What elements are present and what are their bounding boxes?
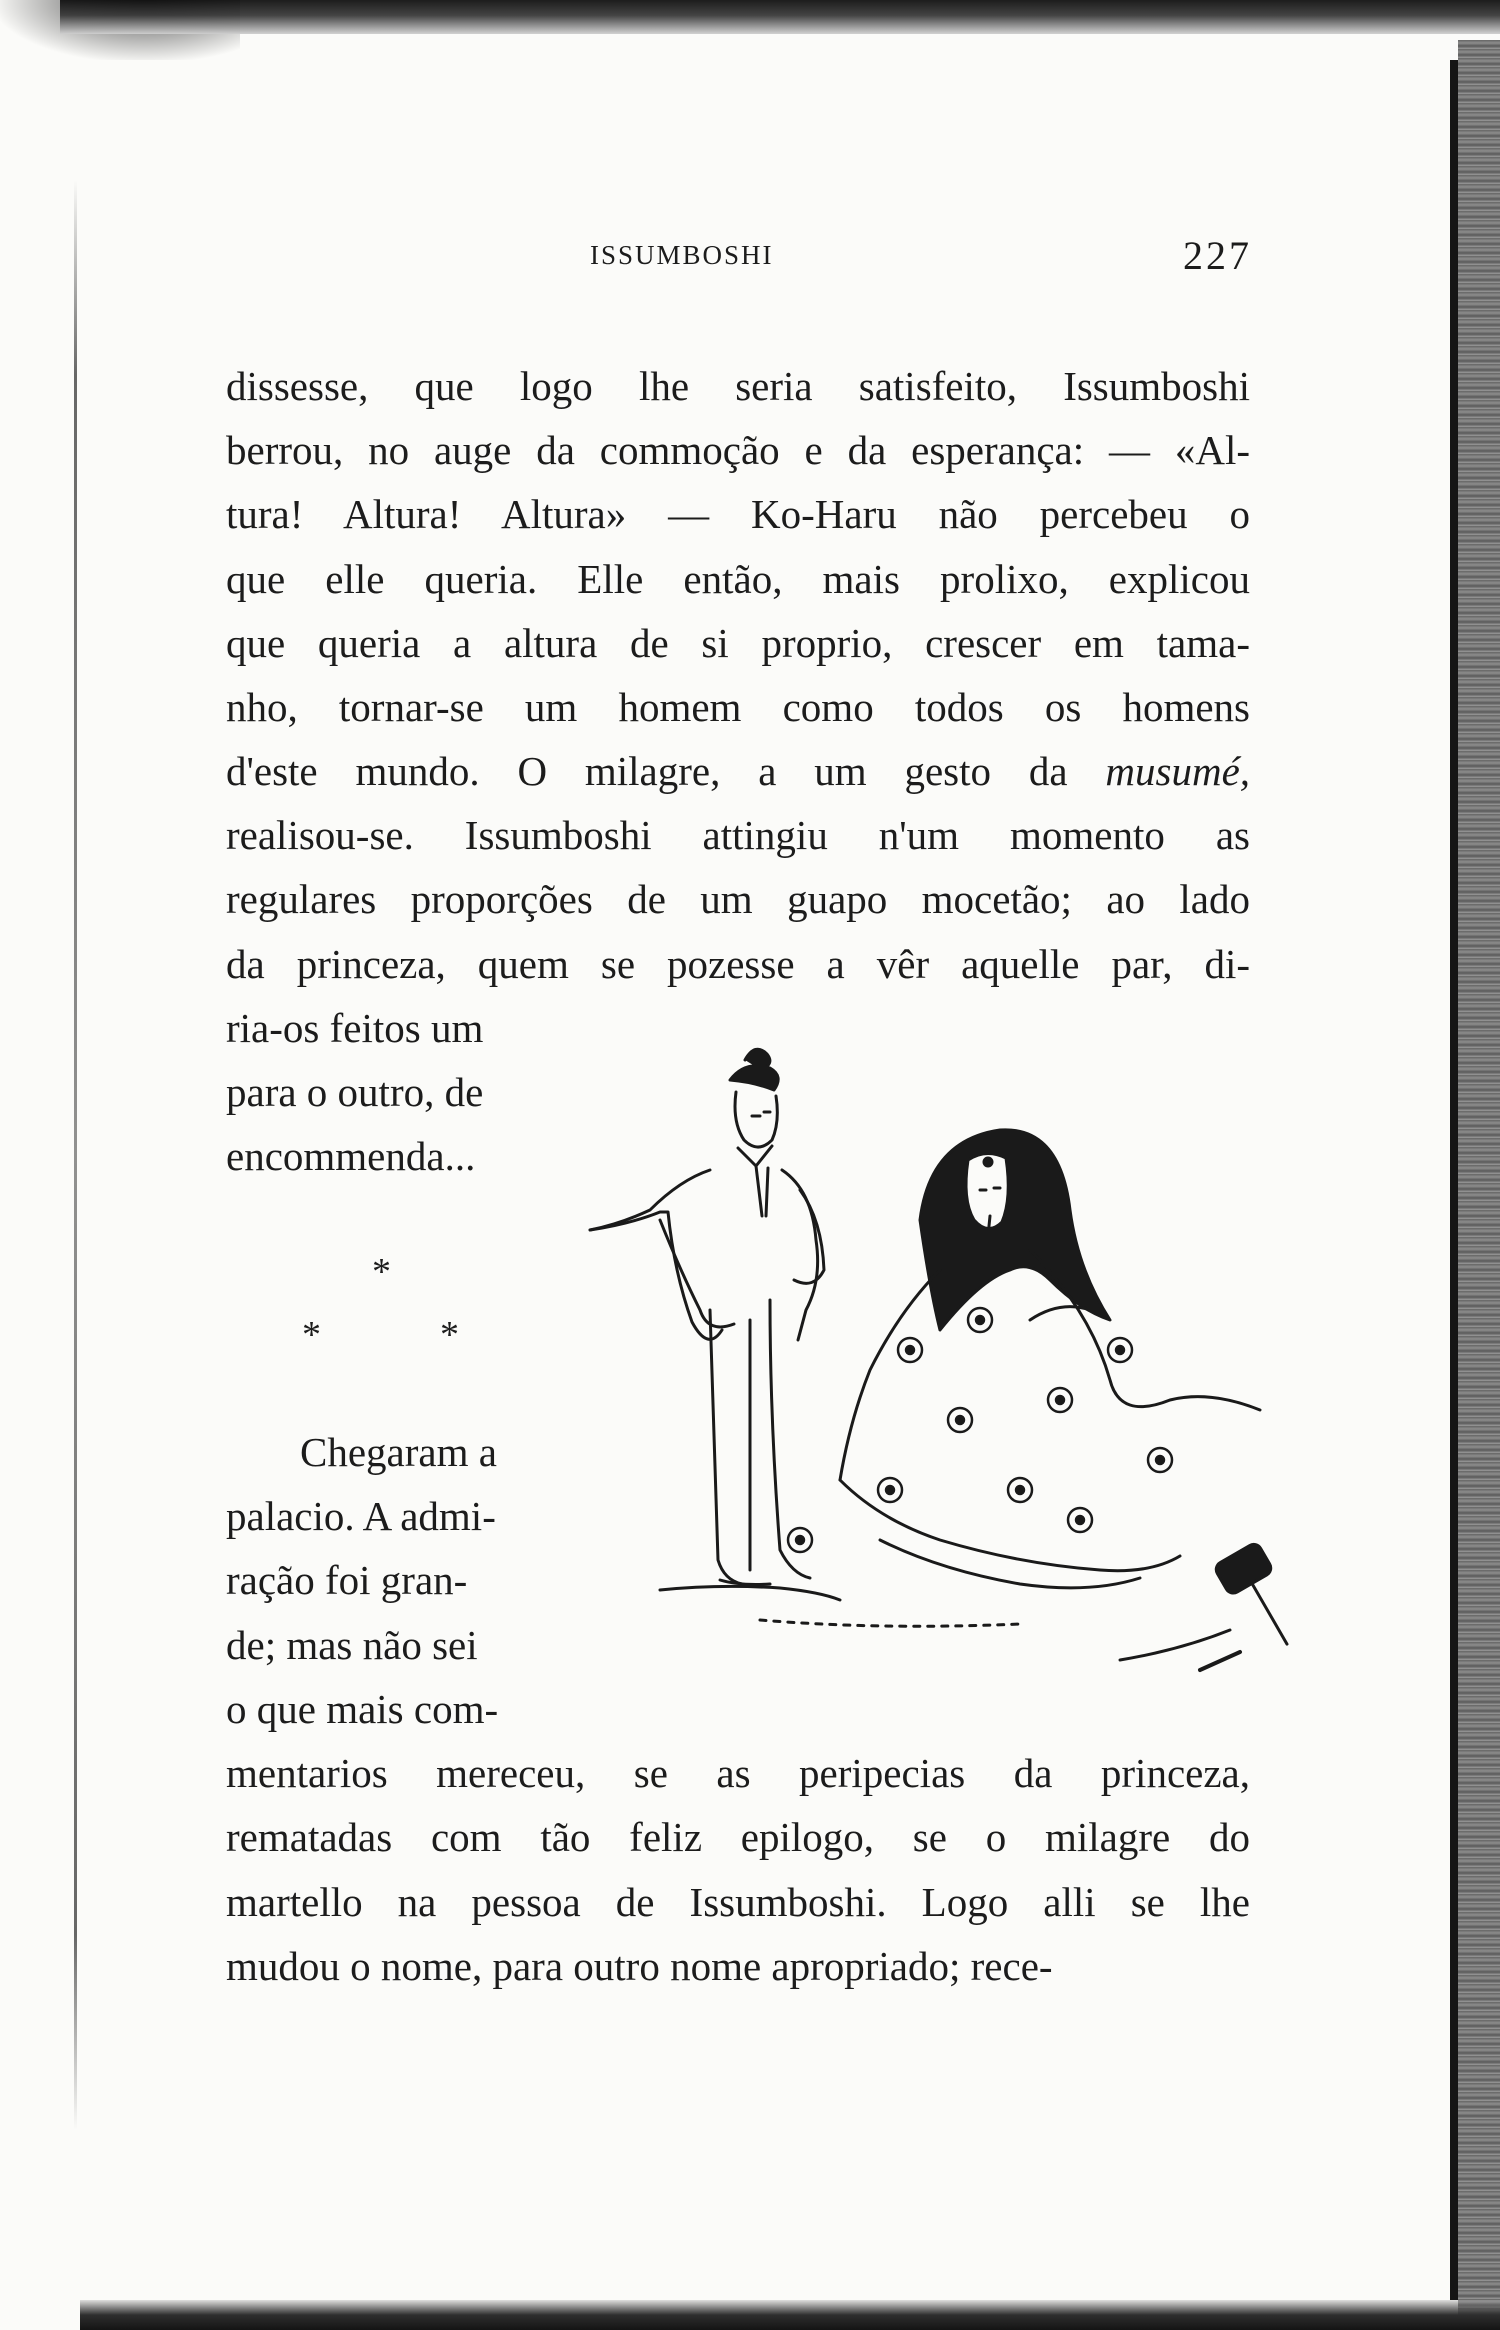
asterisk: * — [372, 1251, 391, 1293]
text-line: dissesse, que logo lhe seria satisfeito, Issumboshi — [226, 363, 1250, 409]
text-line: da princeza, quem se pozesse a vêr aquelle par, di- — [226, 941, 1250, 987]
text-line: ria-os feitos um — [226, 1005, 484, 1051]
scan-edge-top — [60, 0, 1500, 34]
page-border-right — [1450, 60, 1458, 2300]
text-line: realisou-se. Issumboshi attingiu n'um momento as — [226, 812, 1250, 858]
text-line: que queria a altura de si proprio, crescer em tama- — [226, 620, 1250, 666]
scan-edge-bottom — [80, 2300, 1500, 2330]
text-line: mudou o nome, para outro nome apropriado; rece- — [226, 1943, 1053, 1989]
text-line: berrou, no auge da commoção e da esperança: — «Al- — [226, 427, 1250, 473]
italic-word: musumé, — [1105, 748, 1251, 794]
text-line: regulares proporções de um guapo mocetão; ao lado — [226, 876, 1250, 922]
text-line: Chegaram a — [300, 1429, 497, 1475]
illustration-issumboshi-and-princess — [560, 1020, 1320, 1710]
text-line: ração foi gran- — [226, 1557, 468, 1603]
page-number: 227 — [1183, 233, 1252, 278]
asterisk: * — [440, 1314, 459, 1356]
text-line: palacio. A admi- — [226, 1493, 496, 1539]
scan-edge-right — [1458, 40, 1500, 2330]
text-line: martello na pessoa de Issumboshi. Logo alli se lhe — [226, 1879, 1250, 1925]
text-line: de; mas não sei — [226, 1622, 478, 1668]
text-line-segment: d'este mundo. O milagre, a um gesto da — [226, 748, 1068, 794]
text-line: encommenda... — [226, 1133, 476, 1179]
text-line: mentarios mereceu, se as peripecias da princeza, — [226, 1750, 1250, 1796]
asterisk: * — [302, 1314, 321, 1356]
text-line: que elle queria. Elle então, mais prolixo, explicou — [226, 556, 1250, 602]
text-line: rematadas com tão feliz epilogo, se o milagre do — [226, 1814, 1250, 1860]
text-line: tura! Altura! Altura» — Ko-Haru não percebeu o — [226, 491, 1250, 537]
text-line: o que mais com- — [226, 1686, 499, 1732]
text-line: para o outro, de — [226, 1069, 484, 1115]
text-line-with-italic — [226, 747, 1250, 795]
page-gutter-line — [74, 180, 77, 2130]
running-head: ISSUMBOSHI — [590, 240, 774, 270]
text-line: nho, tornar-se um homem como todos os homens — [226, 684, 1250, 730]
